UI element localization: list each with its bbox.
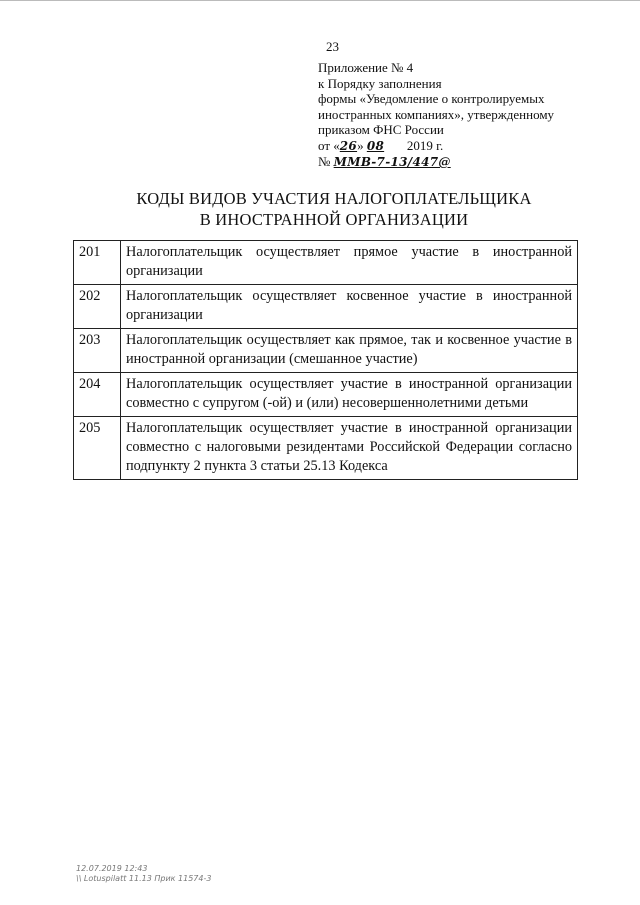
appendix-line: к Порядку заполнения xyxy=(318,75,442,91)
date-day: 26 xyxy=(339,138,358,153)
participation-codes-table xyxy=(73,240,578,480)
description-cell: Налогоплательщик осуществляет как прямое, так и косвенное участие в иностранной организации (смешанное участие) xyxy=(121,329,578,373)
table-row xyxy=(74,285,578,329)
scan-top-edge xyxy=(0,0,640,1)
print-stamp-line-1: 12.07.2019 12:43 xyxy=(76,864,148,873)
appendix-line: приказом ФНС России xyxy=(318,122,444,137)
code-cell: 205 xyxy=(74,417,121,480)
code-cell: 201 xyxy=(74,241,121,285)
table-row xyxy=(74,417,578,480)
order-number xyxy=(318,154,618,171)
page-number: 23 xyxy=(326,39,339,54)
table-row xyxy=(74,241,578,285)
code-cell: 204 xyxy=(74,373,121,417)
title-line-1: КОДЫ ВИДОВ УЧАСТИЯ НАЛОГОПЛАТЕЛЬЩИКА xyxy=(136,189,532,208)
date-year: 2019 г. xyxy=(406,137,444,153)
number-value: ММВ-7-13/447@ xyxy=(333,155,451,169)
description-cell: Налогоплательщик осуществляет участие в иностранной организации совместно с супругом (-ой) и (или) несовершеннолетними детьми xyxy=(121,373,578,417)
print-stamp xyxy=(76,864,211,884)
table-row xyxy=(74,329,578,373)
description-cell: Налогоплательщик осуществляет косвенное участие в иностранной организации xyxy=(121,285,578,329)
document-title xyxy=(80,188,588,230)
appendix-line: Приложение № 4 xyxy=(318,60,414,75)
table-row xyxy=(74,373,578,417)
number-prefix: № xyxy=(318,154,334,169)
description-cell: Налогоплательщик осуществляет участие в иностранной организации совместно с налоговыми резидентами Российской Федерации согласно подпункту 2 пункта 3 статьи 25.13 Кодекса xyxy=(121,417,578,480)
date-month: 08 xyxy=(366,138,385,153)
date-mid: » xyxy=(357,137,367,153)
title-line-2: В ИНОСТРАННОЙ ОРГАНИЗАЦИИ xyxy=(199,210,469,229)
order-date xyxy=(318,138,618,155)
date-prefix: от « xyxy=(318,137,340,153)
appendix-line: формы «Уведомление о контролируемых xyxy=(318,91,545,106)
appendix-line: иностранных компаниях», утвержденному xyxy=(318,106,555,122)
code-cell: 202 xyxy=(74,285,121,329)
appendix-block xyxy=(318,60,618,171)
print-stamp-line-2: \\ Lotuspilatt 11.13 Прик 11574-3 xyxy=(76,874,212,883)
description-cell: Налогоплательщик осуществляет прямое участие в иностранной организации xyxy=(121,241,578,285)
code-cell: 203 xyxy=(74,329,121,373)
